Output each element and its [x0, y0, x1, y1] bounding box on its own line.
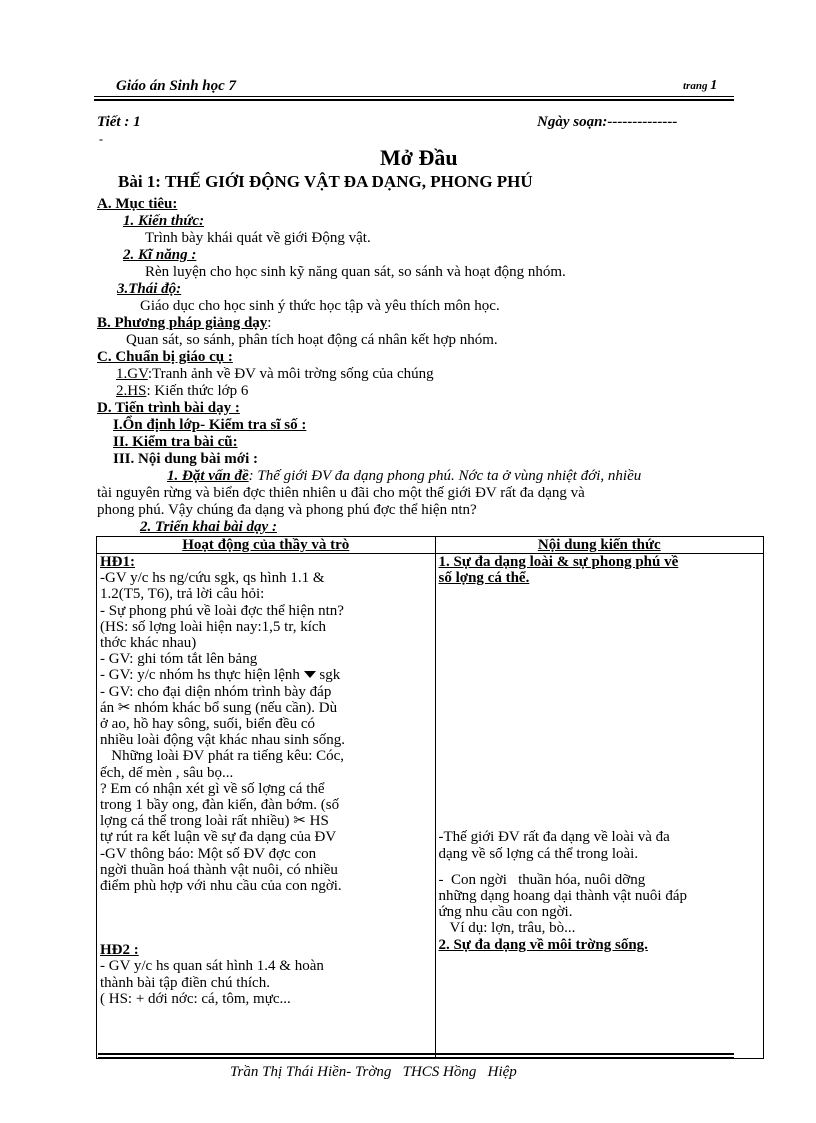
activity-line: -GV thông báo: Một số ĐV đợc con — [100, 845, 317, 862]
activity-line: án — [100, 699, 115, 716]
section-a3-heading: 3.Thái độ: — [117, 281, 182, 297]
spacer — [100, 894, 432, 942]
section-c2 — [116, 383, 248, 400]
activity-line: ở ao, hồ hay sông, suối, biển đều có — [100, 716, 315, 733]
intro-line-3: phong phú. Vậy chúng đa dạng và phong phú đợc thể hiện ntn? — [97, 502, 477, 518]
activity-line: - GV: ghi tóm tắt lên bảng — [100, 651, 258, 668]
scissors-icon: ✂ — [293, 813, 306, 830]
activity-line: (HS: số lợng loài hiện nay:1,5 tr, kích — [100, 618, 327, 635]
activity-line: 1.2(T5, T6), trả lời câu hỏi: — [100, 586, 265, 603]
section-c1-label: 1.GV — [116, 366, 148, 382]
section-c-heading: C. Chuẩn bị giáo cụ : — [97, 349, 233, 365]
activity-line: nhóm khác bổ sung (nếu cần). Dù — [134, 699, 338, 716]
section-a-heading: A. Mục tiêu: — [97, 196, 178, 212]
activity-line: sgk — [319, 667, 341, 684]
header-title: Giáo án Sinh học 7 — [116, 78, 237, 94]
content-heading-1: 1. Sự đa dạng loài & sự phong phú về — [438, 554, 679, 570]
triangle-down-icon — [304, 667, 316, 683]
activity-line: thành bài tập điền chú thích. — [100, 974, 270, 991]
section-d3-2-heading: 2. Triển khai bài dạy : — [140, 519, 277, 535]
footer-author: Trần Thị Thái Hiền- Trờng THCS Hồng Hiệp — [230, 1064, 517, 1080]
lesson-title — [118, 172, 533, 192]
activity-line: lợng cá thể trong loài rất nhiều) — [100, 813, 290, 830]
activity-column — [97, 554, 436, 1059]
header-rule — [94, 96, 734, 97]
activity-line: trong 1 bầy ong, đàn kiến, đàn bớm. (số — [100, 797, 340, 814]
section-d3-heading: III. Nội dung bài mới : — [113, 451, 259, 467]
section-a2-text: Rèn luyện cho học sinh kỹ năng quan sát, so sánh và hoạt động nhóm. — [145, 264, 566, 280]
activity-line: tự rút ra kết luận về sự đa dạng của ĐV — [100, 829, 337, 846]
prep-date: Ngày soạn:-------------- — [537, 114, 678, 130]
dash-mark: - — [99, 132, 103, 146]
lesson-label: Bài 1: — [118, 172, 161, 191]
section-d1-heading: I.Ổn định lớp- Kiểm tra sĩ số : — [113, 417, 307, 433]
section-c1 — [116, 366, 434, 383]
lesson-table — [96, 536, 764, 1059]
activity-hd1-heading: HĐ1: — [100, 554, 135, 570]
header-rule-thick — [94, 99, 734, 101]
table-header-content: Nội dung kiến thức — [435, 537, 763, 554]
page-label: trang — [683, 80, 708, 92]
content-heading-1b: số lợng cá thể. — [438, 570, 530, 587]
page-number: 1 — [710, 78, 718, 93]
section-d2-heading: II. Kiểm tra bài cũ: — [113, 434, 238, 450]
table-row — [97, 554, 764, 1059]
activity-line-with-icon — [100, 667, 432, 683]
activity-line: - GV: y/c nhóm hs thực hiện lệnh — [100, 667, 300, 684]
spacer — [439, 586, 760, 829]
page-indicator — [683, 78, 717, 94]
content-line: ứng nhu cầu con ngời. — [438, 904, 573, 921]
content-column — [435, 554, 763, 1059]
section-c2-text: : Kiến thức lớp 6 — [146, 383, 249, 399]
spacer — [439, 862, 760, 872]
section-a1-heading: 1. Kiến thức: — [123, 213, 205, 229]
intro-line-2: tài nguyên rừng và biển đợc thiên nhiên u đãi cho một thế giới ĐV rất đa dạng và — [97, 485, 585, 501]
section-b-colon: : — [267, 315, 272, 331]
intro-line-1: : Thế giới ĐV đa dạng phong phú. Nớc ta ở vùng nhiệt đới, nhiều — [248, 468, 642, 484]
section-a3-text: Giáo dục cho học sinh ý thức học tập và yêu thích môn học. — [140, 298, 500, 314]
activity-line: điểm phù hợp với nhu cầu của con ngời. — [100, 878, 342, 895]
table-header-row — [97, 537, 764, 554]
content-heading-2: 2. Sự đa dạng về môi trờng sống. — [438, 936, 648, 953]
activity-line: - Sự phong phú về loài đợc thể hiện ntn? — [100, 602, 344, 619]
lesson-number: Tiết : 1 — [97, 114, 141, 130]
section-b-label: B. Phương pháp giảng dạy — [97, 315, 268, 331]
table-header-activity: Hoạt động của thầy và trò — [97, 537, 436, 554]
footer-rule-thick — [98, 1053, 734, 1055]
content-line: -Thế giới ĐV rất đa dạng về loài và đa — [438, 829, 670, 846]
section-d-heading: D. Tiến trình bài dạy : — [97, 400, 240, 416]
activity-line: ( HS: + dới nớc: cá, tôm, mực... — [100, 990, 291, 1007]
activity-line: HS — [309, 813, 329, 830]
section-c2-label: 2.HS — [116, 383, 147, 399]
lesson-name: THẾ GIỚI ĐỘNG VẬT ĐA DẠNG, PHONG PHÚ — [164, 172, 533, 191]
scissors-icon: ✂ — [117, 699, 131, 716]
section-b-text: Quan sát, so sánh, phân tích hoạt động cá nhân kết hợp nhóm. — [126, 332, 498, 348]
content-line: - Con ngời thuần hóa, nuôi dỡng — [438, 871, 646, 888]
content-line: những dạng hoang dại thành vật nuôi đáp — [438, 888, 688, 905]
activity-line: Những loài ĐV phát ra tiếng kêu: Cóc, — [100, 748, 345, 765]
activity-line-with-icon — [100, 813, 432, 829]
intro-paragraph — [97, 468, 759, 519]
section-a2-heading: 2. Kĩ năng : — [123, 247, 197, 263]
content-line: Ví dụ: lợn, trâu, bò... — [438, 920, 576, 937]
activity-line: - GV y/c hs quan sát hình 1.4 & hoàn — [100, 958, 324, 975]
intro-heading: 1. Đặt vấn đề — [167, 468, 249, 484]
chapter-title: Mở Đầu — [380, 145, 458, 170]
activity-line: nhiều loài động vật khác nhau sinh sống. — [100, 732, 345, 749]
section-b-heading — [97, 315, 271, 332]
section-c1-text: :Tranh ảnh về ĐV và môi trờng sống của chúng — [147, 366, 434, 382]
activity-line: ngời thuần hoá thành vật nuôi, có nhiều — [100, 861, 338, 878]
activity-line: ếch, dế mèn , sâu bọ... — [100, 764, 234, 781]
activity-line: thớc khác nhau) — [100, 635, 197, 652]
activity-line: ? Em có nhận xét gì về số lợng cá thể — [100, 780, 325, 797]
activity-hd2-heading: HĐ2 : — [100, 942, 139, 959]
content-line: dạng về số lợng cá thể trong loài. — [438, 845, 639, 862]
activity-line: -GV y/c hs ng/cứu sgk, qs hình 1.1 & — [100, 570, 325, 587]
footer-rule — [98, 1057, 734, 1058]
activity-line-with-icon — [100, 700, 432, 716]
activity-line: - GV: cho đại diện nhóm trình bày đáp — [100, 683, 332, 700]
section-a1-text: Trình bày khái quát về giới Động vật. — [145, 230, 371, 246]
